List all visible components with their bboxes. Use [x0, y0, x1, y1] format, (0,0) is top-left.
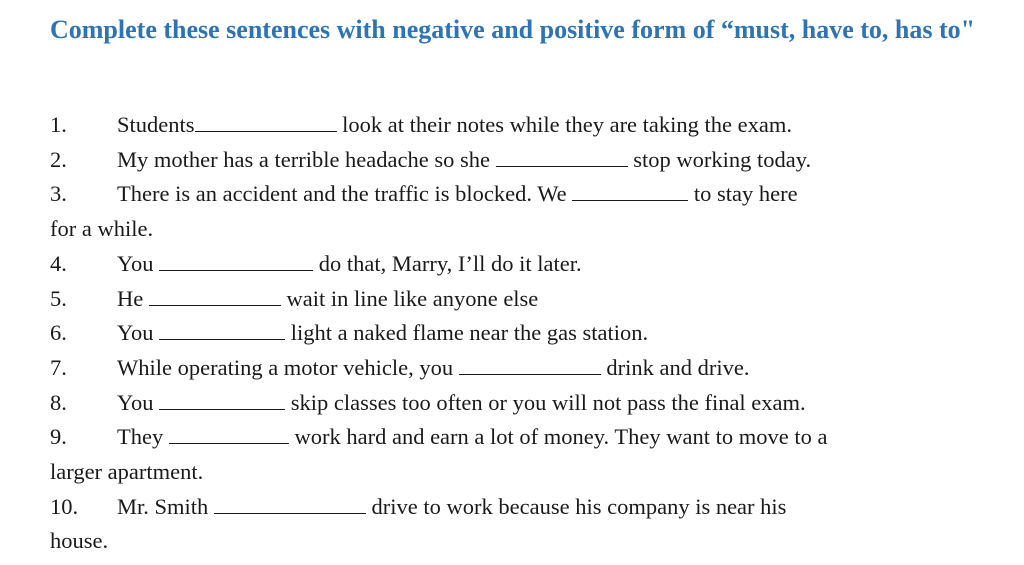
- sentence-text-before: You: [117, 320, 160, 346]
- answer-blank: [459, 355, 601, 375]
- item-number: 8.: [50, 389, 67, 415]
- sentence-text-after: light a naked flame near the gas station.: [285, 320, 649, 346]
- sentence-continuation-3: [50, 212, 990, 247]
- item-number: 7.: [50, 354, 67, 380]
- sentence-text-before: They: [117, 424, 169, 450]
- item-number: 10.: [50, 493, 79, 519]
- sentence-text-after: stop working today.: [627, 146, 812, 172]
- answer-blank: [159, 251, 313, 271]
- sentence-item-2: [50, 143, 990, 178]
- sentence-item-8: [50, 386, 990, 421]
- sentence-item-9: [50, 420, 990, 455]
- sentence-text-after: work hard and earn a lot of money. They want to move to a: [288, 424, 828, 450]
- answer-blank: [195, 112, 337, 132]
- sentence-text-before: You: [117, 250, 160, 276]
- sentence-text-after: drink and drive.: [600, 354, 750, 380]
- answer-blank: [572, 181, 688, 201]
- sentence-item-3: [50, 177, 990, 212]
- sentence-continuation-text: for a while.: [50, 216, 154, 242]
- sentence-continuation-text: larger apartment.: [50, 459, 204, 485]
- answer-blank: [149, 285, 281, 305]
- sentence-item-4: [50, 247, 990, 282]
- sentence-text-after: do that, Marry, I’ll do it later.: [313, 250, 582, 276]
- sentence-text-after: skip classes too often or you will not pass the final exam.: [285, 389, 806, 415]
- sentence-list: [50, 108, 990, 559]
- item-number: 9.: [50, 424, 67, 450]
- item-number: 5.: [50, 285, 67, 311]
- sentence-item-10: [50, 490, 990, 525]
- sentence-item-6: [50, 316, 990, 351]
- answer-blank: [159, 320, 285, 340]
- sentence-text-before: You: [117, 389, 160, 415]
- item-number: 2.: [50, 146, 67, 172]
- sentence-item-7: [50, 351, 990, 386]
- sentence-text-before: Mr. Smith: [117, 493, 214, 519]
- sentence-continuation-9: [50, 455, 990, 490]
- sentence-text-after: look at their notes while they are taking the exam.: [336, 112, 792, 137]
- sentence-text-before: While operating a motor vehicle, you: [117, 354, 459, 380]
- sentence-text-before: He: [117, 285, 149, 311]
- answer-blank: [159, 390, 285, 410]
- item-number: 1.: [50, 112, 67, 137]
- worksheet-title: Complete these sentences with negative and positive form of “must, have to, has to": [50, 15, 976, 44]
- item-number: 4.: [50, 250, 67, 276]
- sentence-item-1: [50, 108, 990, 143]
- sentence-item-5: [50, 282, 990, 317]
- sentence-text-after: to stay here: [688, 181, 798, 207]
- sentence-text-before: Students: [117, 112, 195, 137]
- answer-blank: [169, 424, 289, 444]
- sentence-continuation-text: house.: [50, 528, 109, 554]
- sentence-text-after: wait in line like anyone else: [280, 285, 539, 311]
- answer-blank: [496, 147, 628, 167]
- item-number: 3.: [50, 181, 67, 207]
- sentence-text-before: There is an accident and the traffic is blocked. We: [117, 181, 573, 207]
- sentence-text-after: drive to work because his company is near his: [365, 493, 787, 519]
- answer-blank: [214, 494, 366, 514]
- sentence-continuation-10: [50, 524, 990, 559]
- sentence-text-before: My mother has a terrible headache so she: [117, 146, 496, 172]
- item-number: 6.: [50, 320, 67, 346]
